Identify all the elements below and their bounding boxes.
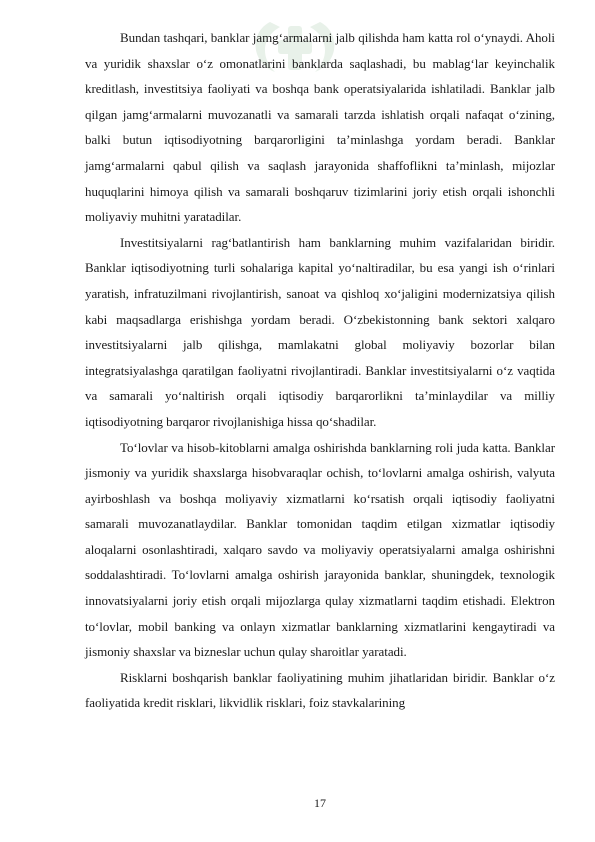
- page-number: 17: [314, 796, 326, 810]
- document-body: [85, 25, 555, 716]
- paragraph-investments: Investitsiyalarni rag‘batlantirish ham banklarning muhim vazifalaridan biridir. Banklar iqtisodiyotning turli sohalariga kapital yo‘naltiradilar, bu esa yangi ish o‘rinlari yaratish, infratuzilmani rivojlantirish, sanoat va qishloq xo‘jaligini modernizatsiya qilish kabi maqsadlarga erishishga yordam beradi. O‘zbekistonning bank sektori xalqaro investitsiyalarni jalb qilishga, mamlakatni global moliyaviy bozorlar bilan integratsiyalashga qaratilgan faoliyatni rivojlantiradi. Banklar investitsiyalarni o‘z vaqtida va samarali yo‘naltirish orqali iqtisodiy barqarorlikni ta’minlaydilar va milliy iqtisodiyotning barqaror rivojlanishiga hissa qo‘shadilar.: [85, 234, 555, 429]
- paragraph-payments: To‘lovlar va hisob-kitoblarni amalga oshirishda banklarning roli juda katta. Banklar jismoniy va yuridik shaxslarga hisobvaraqlar ochish, to‘lovlarni amalga oshirish, valyuta ayirboshlash va boshqa moliyaviy xizmatlarni ko‘rsatish orqali iqtisodiy faoliyatni samarali muvozanatlaydilar. Banklar tomonidan taqdim etilgan xizmatlar iqtisodiy aloqalarni osonlashtiradi, xalqaro savdo va moliyaviy operatsiyalarni amalga oshirishni soddalashtiradi. To‘lovlarni amalga oshirish jarayonida banklar, shuningdek, texnologik innovatsiyalarni joriy etish orqali mijozlarga qulay xizmatlarni taqdim etishadi. Elektron to‘lovlar, mobil banking va onlayn xizmatlar banklarning xizmatlarini kengaytiradi va jismoniy shaxslar va bizneslar uchun qulay sharoitlar yaratadi.: [85, 439, 555, 660]
- paragraph-deposits: Bundan tashqari, banklar jamg‘armalarni jalb qilishda ham katta rol o‘ynaydi. Aholi va yuridik shaxslar o‘z omonatlarini banklarda saqlashadi, bu mablag‘lar keyinchalik kreditlash, investitsiya faoliyati va boshqa bank operatsiyalarida ishlatiladi. Banklar jalb qilgan jamg‘armalarni muvozanatli va samarali tarzda ishlatish orqali nafaqat o‘zining, balki butun iqtisodiyotning barqarorligini ta’minlashga yordam beradi. Banklar jamg‘armalarni qabul qilish va saqlash jarayonida shaffoflikni ta’minlash, mijozlar huquqlarini himoya qilish va samarali boshqaruv tizimlarini joriy etish orqali ishonchli moliyaviy muhitni yaratadilar.: [85, 30, 555, 225]
- paragraph-risk-management: Risklarni boshqarish banklar faoliyatining muhim jihatlaridan biridir. Banklar o‘z faoliyatida kredit risklari, likvidlik risklari, foiz stavkalarining: [85, 669, 555, 711]
